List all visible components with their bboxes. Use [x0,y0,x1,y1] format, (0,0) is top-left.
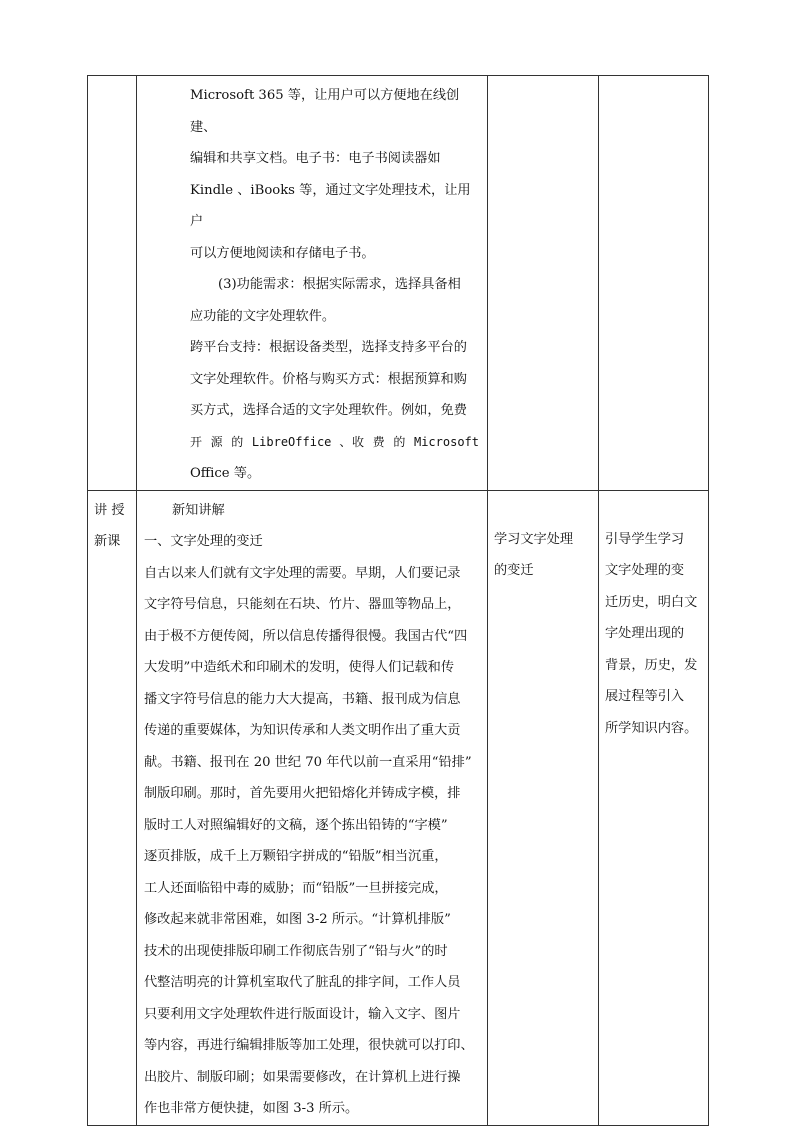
table-row [88,76,709,491]
teacher-intent-line: 迁历史，明白文 [605,594,698,610]
student-activity-line: 的变迁 [494,563,534,578]
text-line: 大发明”中造纸术和印刷术的发明，使得人们记载和传 [144,660,455,675]
teacher-intent-cell [599,490,709,1125]
text-line: 开 源 的 LibreOffice 、收 费 的 Microsoft [190,434,479,449]
text-line: 文字处理软件。价格与购买方式：根据预算和购 [190,371,467,387]
text-line: 逐页排版，成千上万颗铅字拼成的“铅版”相当沉重， [144,849,448,864]
text-line: 修改起来就非常困难，如图 3-2 所示。“计算机排版” [144,912,451,927]
section-title: 一、文字处理的变迁 [144,534,263,549]
phase-label: 新课 [94,534,121,549]
table-row [88,490,709,1125]
teacher-intent-line: 展过程等引入 [605,689,685,704]
text-line: (3)功能需求：根据实际需求，选择具备相 [218,277,461,292]
content-cell [137,76,488,491]
text-line: 应功能的文字处理软件。 [190,308,336,324]
text-line: 出胶片、制版印刷；如果需要修改，在计算机上进行操 [144,1069,461,1085]
content-cell [137,490,488,1125]
text-line: Kindle 、iBooks 等，通过文字处理技术，让用户 [190,182,471,229]
text-line: 代整洁明亮的计算机室取代了脏乱的排字间，工作人员 [144,975,461,990]
text-line: 跨平台支持：根据设备类型，选择支持多平台的 [190,340,467,355]
empty-teacher-cell [599,76,709,491]
teacher-intent-line: 字处理出现的 [605,626,685,641]
phase-label: 讲 授 [94,502,125,518]
teacher-intent-line: 引导学生学习 [605,531,685,547]
text-line: 由于极不方便传阅，所以信息传播得很慢。我国古代“四 [144,628,468,644]
text-line: 技术的出现使排版印刷工作彻底告别了“铅与火”的时 [144,943,448,959]
teacher-intent-line: 所学知识内容。 [605,720,698,736]
text-line: Office 等。 [190,466,261,481]
teacher-intent-line: 文字处理的变 [605,563,685,578]
empty-label-cell [88,76,137,491]
text-line: 自古以来人们就有文字处理的需要。早期，人们要记录 [144,565,461,581]
teacher-intent-line: 背景，历史，发 [605,657,698,673]
text-line: 作也非常方便快捷，如图 3-3 所示。 [144,1101,359,1116]
text-line: 制版印刷。那时，首先要用火把铅熔化并铸成字模，排 [144,786,461,801]
text-line: 可以方便地阅读和存储电子书。 [190,245,375,261]
text-line: 文字符号信息，只能刻在石块、竹片、器皿等物品上， [144,597,461,612]
text-line: 播文字符号信息的能力大大提高，书籍、报刊成为信息 [144,691,461,707]
phase-label-cell [88,490,137,1125]
text-line: 等内容，再进行编辑排版等加工处理，很快就可以打印、 [144,1038,474,1053]
text-line: 版时工人对照编辑好的文稿，逐个拣出铅铸的“字模” [144,817,448,833]
student-activity-line: 学习文字处理 [494,531,574,547]
text-line: 传递的重要媒体，为知识传承和人类文明作出了重大贡 [144,723,461,738]
text-line: 只要利用文字处理软件进行版面设计，输入文字、图片 [144,1006,461,1022]
text-line: 工人还面临铅中毒的威胁；而“铅版”一旦拼接完成， [144,880,448,896]
text-line: Microsoft 365 等，让用户可以方便地在线创建、 [190,88,460,135]
text-line: 编辑和共享文档。电子书：电子书阅读器如 [190,151,441,166]
lesson-plan-table [87,75,709,1126]
section-heading: 新知讲解 [172,502,225,518]
empty-student-cell [488,76,599,491]
text-line: 献。书籍、报刊在 20 世纪 70 年代以前一直采用“铅排” [144,754,472,770]
text-line: 买方式，选择合适的文字处理软件。例如，免费 [190,403,467,418]
student-activity-cell [488,490,599,1125]
